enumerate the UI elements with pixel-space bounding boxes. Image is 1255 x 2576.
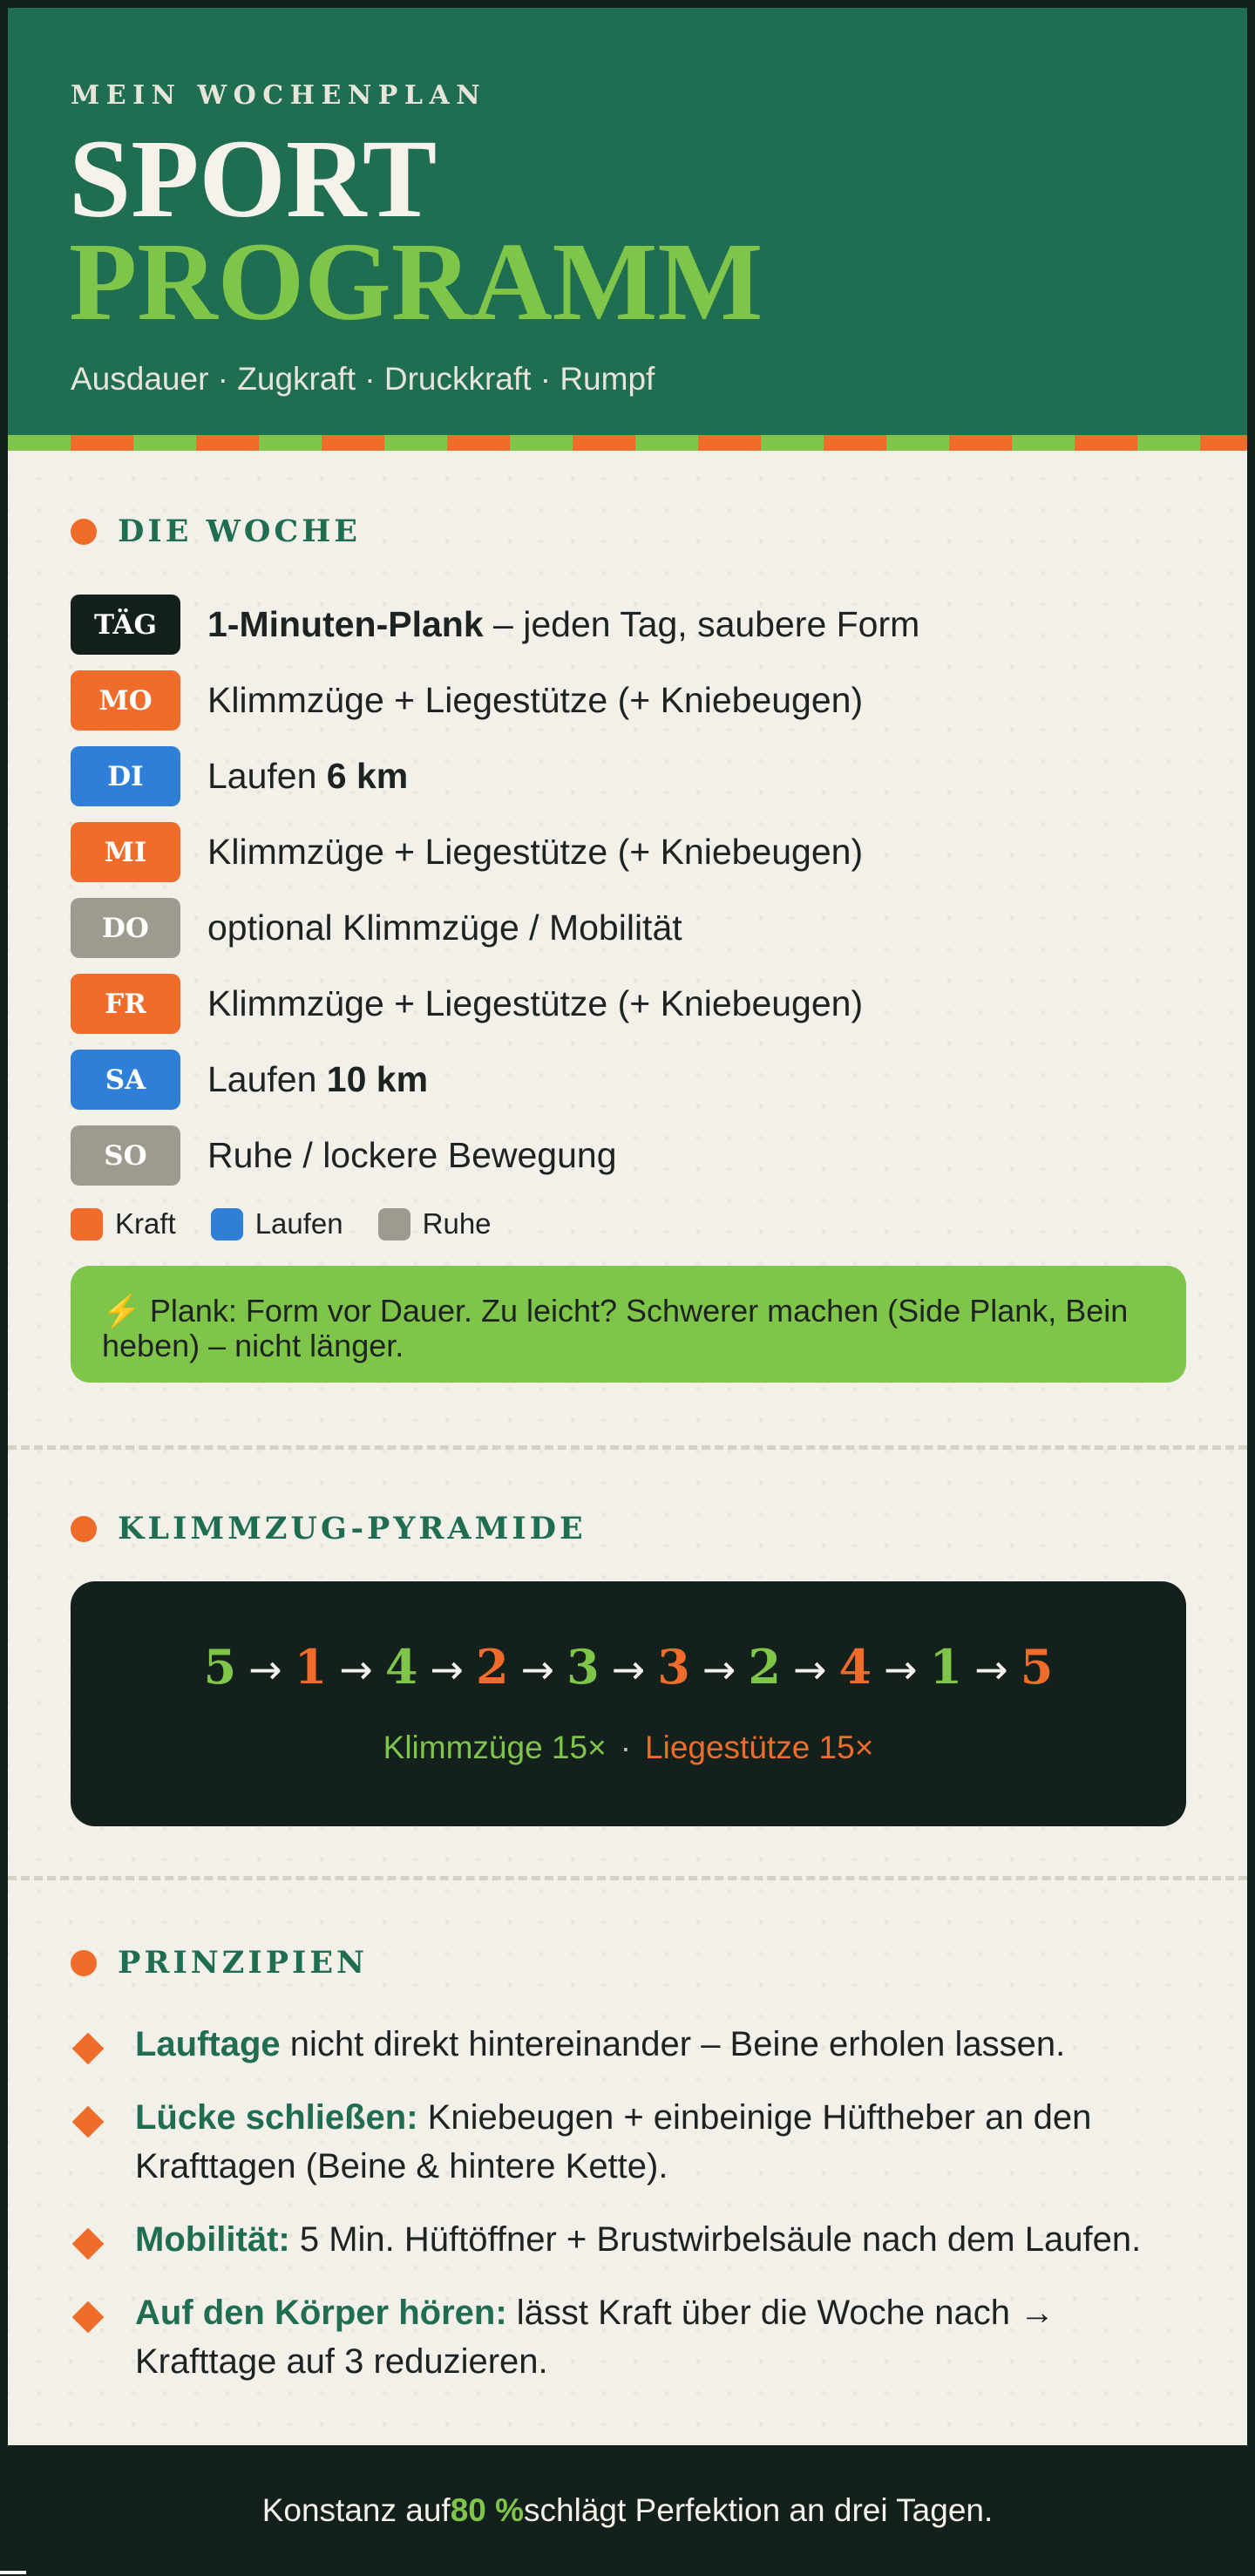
pyramid-step: 3	[657, 1639, 690, 1695]
principles-list	[71, 2020, 1186, 2410]
plank-tip-box	[71, 1266, 1186, 1383]
day-badge: MI	[71, 822, 180, 882]
day-row-do	[71, 890, 1186, 966]
principle-item	[71, 2093, 1186, 2191]
section-bullet-icon	[71, 1950, 97, 1976]
caption-pullups: Klimmzüge 15×	[383, 1730, 607, 1765]
arrow-icon: →	[430, 1646, 465, 1693]
arrow-icon: →	[520, 1646, 555, 1693]
pyramid-step: 4	[384, 1639, 418, 1695]
principle-lead: Mobilität:	[135, 2220, 290, 2259]
section-bullet-icon	[71, 519, 97, 545]
day-text-rest: Klimmzüge + Liegestütze (+ Kniebeugen)	[207, 680, 864, 720]
footer-text-before: Konstanz auf	[261, 2492, 451, 2528]
week-schedule	[71, 587, 1186, 1193]
section-divider	[8, 1445, 1247, 1450]
footer-highlight: 80 %	[450, 2492, 525, 2528]
day-text-bold: 1-Minuten-Plank	[207, 604, 484, 644]
principle-text: Kniebeugen + einbeinige Hüftheber an den Krafttagen (Beine & hintere Kette).	[135, 2098, 1092, 2185]
section-title: DIE WOCHE	[118, 513, 361, 549]
principle-item	[71, 2020, 1186, 2069]
arrow-icon: →	[339, 1646, 373, 1693]
day-text	[207, 832, 863, 873]
arrow-icon: →	[248, 1646, 282, 1693]
section-heading-principles	[71, 1945, 368, 1981]
pyramid-step: 5	[203, 1639, 237, 1695]
arrow-icon: →	[884, 1646, 918, 1693]
day-text	[207, 907, 682, 948]
arrow-icon: →	[702, 1646, 736, 1693]
day-badge: DI	[71, 746, 180, 806]
day-text	[207, 756, 408, 797]
day-badge: TÄG	[71, 595, 180, 655]
pyramid-step: 2	[476, 1639, 509, 1695]
day-row-so	[71, 1118, 1186, 1193]
day-text	[207, 604, 919, 645]
pyramid-box	[71, 1581, 1186, 1826]
pyramid-caption	[71, 1730, 1186, 1766]
diamond-bullet-icon	[72, 2301, 105, 2334]
pyramid-step: 2	[748, 1639, 781, 1695]
diamond-bullet-icon	[72, 2033, 105, 2065]
day-badge: SO	[71, 1125, 180, 1186]
section-title: PRINZIPIEN	[118, 1945, 369, 1981]
day-row-di	[71, 738, 1186, 814]
section-heading-week	[71, 513, 361, 549]
pyramid-step: 3	[566, 1639, 600, 1695]
day-row-fr	[71, 966, 1186, 1042]
day-text-rest: Klimmzüge + Liegestütze (+ Kniebeugen)	[207, 832, 864, 872]
day-text	[207, 983, 863, 1024]
day-row-mi	[71, 814, 1186, 890]
day-text-rest: optional Klimmzüge / Mobilität	[207, 907, 682, 948]
arrow-icon: →	[792, 1646, 827, 1693]
day-badge: FR	[71, 974, 180, 1034]
day-text-rest: Laufen	[207, 756, 327, 796]
corner-line	[0, 2571, 26, 2574]
day-row-mo	[71, 663, 1186, 738]
principle-item	[71, 2215, 1186, 2264]
eyebrow: MEIN WOCHENPLAN	[71, 80, 487, 111]
section-bullet-icon	[71, 1516, 97, 1542]
principle-lead: Lauftage	[135, 2025, 281, 2063]
section-divider	[8, 1876, 1247, 1880]
section-heading-pyramid	[71, 1511, 587, 1546]
legend-item-rest	[378, 1207, 492, 1240]
diamond-bullet-icon	[72, 2228, 105, 2260]
legend-item-strength	[71, 1207, 176, 1240]
principle-text: lässt Kraft über die Woche nach → Krafttage auf 3 reduzieren.	[135, 2294, 1055, 2381]
day-text-bold: 10 km	[326, 1059, 429, 1099]
legend	[71, 1207, 526, 1240]
title-line-1: SPORT	[69, 117, 438, 241]
day-badge: MO	[71, 670, 180, 731]
pyramid-sequence	[71, 1639, 1186, 1695]
caption-pushups: Liegestütze 15×	[645, 1730, 874, 1765]
section-title: KLIMMZUG-PYRAMIDE	[118, 1511, 587, 1546]
day-text	[207, 1059, 428, 1100]
day-text-rest: Klimmzüge + Liegestütze (+ Kniebeugen)	[207, 983, 864, 1023]
footer	[0, 2445, 1255, 2576]
day-text	[207, 1135, 617, 1176]
title-line-2: PROGRAMM	[69, 220, 763, 343]
tip-text: Plank: Form vor Dauer. Zu leicht? Schwerer machen (Side Plank, Bein heben) – nicht länger.	[102, 1293, 1129, 1363]
day-text-rest: Laufen	[207, 1059, 327, 1099]
header	[8, 8, 1247, 435]
legend-label: Kraft	[115, 1207, 176, 1240]
day-badge: SA	[71, 1050, 180, 1110]
footer-text-after: schlägt Perfektion an drei Tagen.	[524, 2492, 994, 2528]
day-row-sa	[71, 1042, 1186, 1118]
principle-lead: Lücke schließen:	[135, 2098, 418, 2137]
day-row-daily	[71, 587, 1186, 663]
header-stripe-divider	[8, 435, 1247, 451]
day-badge: DO	[71, 898, 180, 958]
legend-swatch	[378, 1208, 410, 1240]
day-text-bold: 6 km	[326, 756, 409, 796]
legend-swatch	[71, 1208, 103, 1240]
lightning-icon: ⚡	[102, 1293, 141, 1329]
caption-separator: ·	[620, 1730, 632, 1765]
legend-label: Ruhe	[422, 1207, 492, 1240]
day-text-rest: – jeden Tag, saubere Form	[483, 604, 920, 644]
principle-item	[71, 2288, 1186, 2386]
legend-item-run	[211, 1207, 343, 1240]
legend-label: Laufen	[254, 1207, 343, 1240]
legend-swatch	[211, 1208, 243, 1240]
pyramid-step: 4	[838, 1639, 872, 1695]
arrow-icon: →	[974, 1646, 1008, 1693]
diamond-bullet-icon	[72, 2106, 105, 2138]
principle-lead: Auf den Körper hören:	[135, 2294, 507, 2332]
principle-text: 5 Min. Hüftöffner + Brustwirbelsäule nach dem Laufen.	[289, 2220, 1142, 2259]
subtitle: Ausdauer · Zugkraft · Druckkraft · Rumpf	[71, 361, 655, 397]
plan-card	[8, 8, 1247, 2445]
day-text-rest: Ruhe / lockere Bewegung	[207, 1135, 617, 1175]
principle-text: nicht direkt hintereinander – Beine erholen lassen.	[280, 2025, 1066, 2063]
pyramid-step: 5	[1020, 1639, 1054, 1695]
day-text	[207, 680, 863, 721]
pyramid-step: 1	[929, 1639, 963, 1695]
pyramid-step: 1	[294, 1639, 328, 1695]
arrow-icon: →	[611, 1646, 646, 1693]
